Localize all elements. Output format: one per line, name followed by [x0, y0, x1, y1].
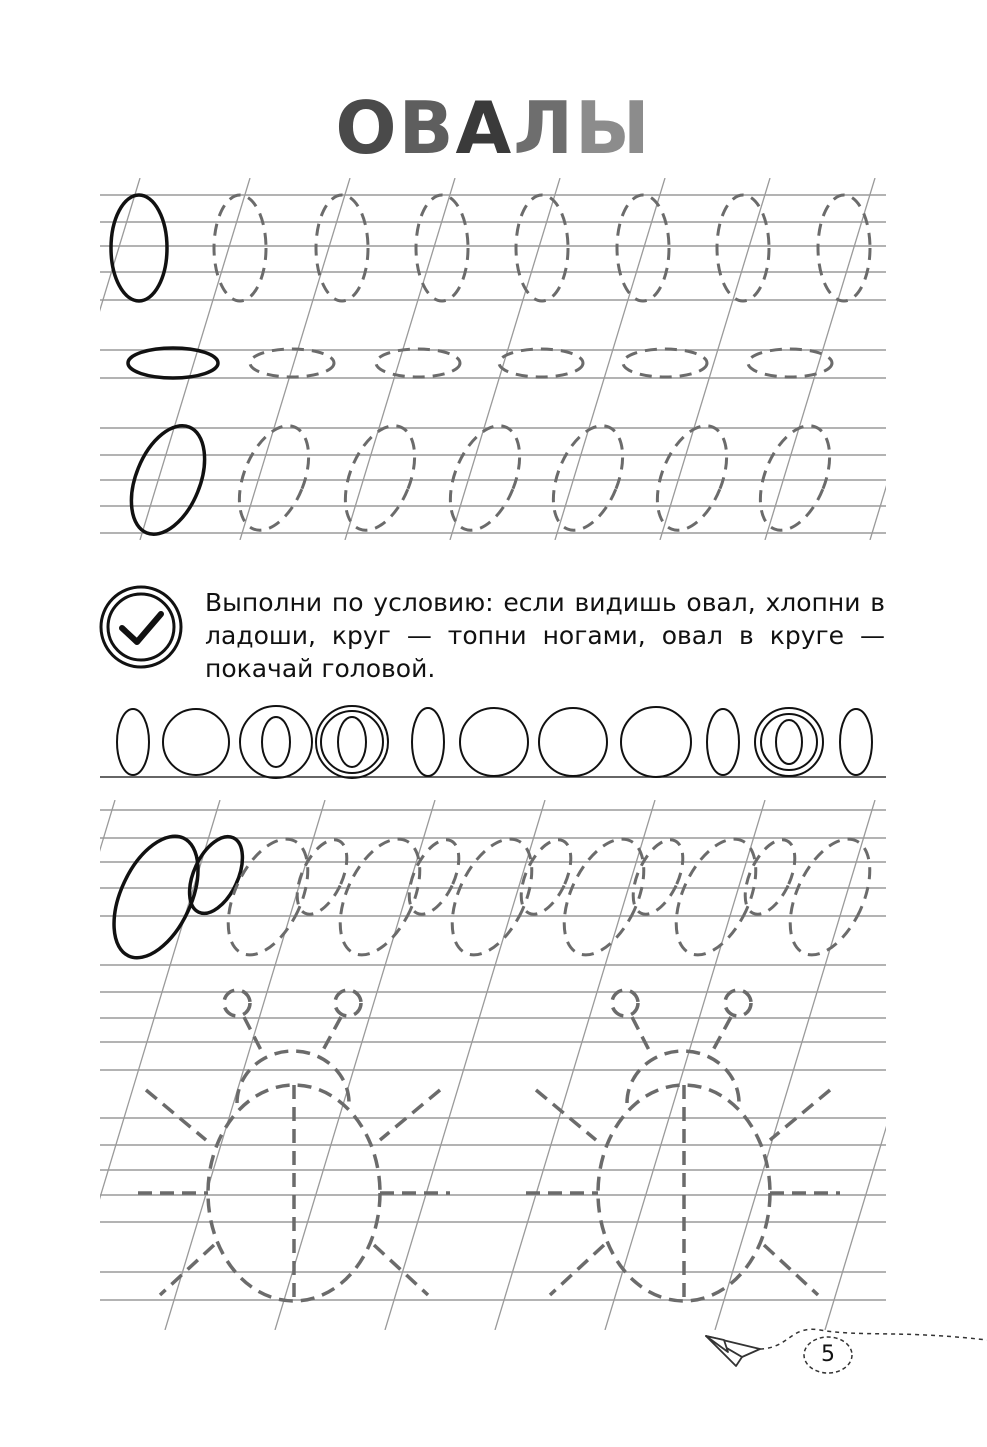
- title-letter: Л: [513, 86, 576, 170]
- trace-vertical-oval[interactable]: [416, 195, 468, 301]
- instruction-text: Выполни по условию: если видишь овал, хлопни в ладоши, круг — топни ногами, овал в круге — покачай головой.: [205, 588, 885, 683]
- paper-plane-icon: [706, 1336, 760, 1366]
- trace-horizontal-oval[interactable]: [250, 349, 334, 377]
- sequence-circle: [460, 708, 528, 776]
- page-number: 5: [821, 1342, 835, 1367]
- trace-slanted-oval[interactable]: [747, 416, 844, 540]
- trace-vertical-oval[interactable]: [617, 195, 669, 301]
- trace-horizontal-oval[interactable]: [499, 349, 583, 377]
- sequence-oval-in-circle: [316, 706, 388, 778]
- sequence-circle: [621, 707, 691, 777]
- sequence-oval: [412, 708, 444, 776]
- slant-lines-block-1: [30, 178, 980, 540]
- trace-slanted-oval[interactable]: [332, 416, 429, 540]
- horizontal-ovals-row: [128, 348, 832, 378]
- trace-slanted-oval[interactable]: [540, 416, 637, 540]
- antenna-tip-icon: [725, 990, 751, 1016]
- sequence-oval-in-circle: [755, 708, 823, 776]
- trace-vertical-oval[interactable]: [516, 195, 568, 301]
- sequence-oval: [840, 709, 872, 775]
- title-letter: Ы: [575, 86, 652, 170]
- trace-large-oval[interactable]: [548, 827, 660, 967]
- sequence-oval: [117, 709, 149, 775]
- sequence-circle: [163, 709, 229, 775]
- trace-large-oval[interactable]: [660, 827, 772, 967]
- slant-lines-block-2: [0, 800, 985, 1330]
- trace-vertical-oval[interactable]: [818, 195, 870, 301]
- trace-slanted-oval[interactable]: [226, 416, 323, 540]
- title-letter: О: [335, 86, 399, 170]
- trace-horizontal-oval[interactable]: [376, 349, 460, 377]
- sample-large-oval: [97, 823, 215, 970]
- shapes-sequence: [100, 706, 886, 778]
- sequence-oval-in-circle: [240, 706, 312, 778]
- ruled-lines-block-2: [100, 810, 886, 1300]
- antenna-tip-icon: [335, 990, 361, 1016]
- trace-large-oval[interactable]: [324, 827, 436, 967]
- trace-vertical-oval[interactable]: [717, 195, 769, 301]
- double-ovals-row: [97, 823, 886, 970]
- title-letter: В: [398, 86, 456, 170]
- sequence-oval: [707, 709, 739, 775]
- sample-horizontal-oval: [128, 348, 218, 378]
- trace-vertical-oval[interactable]: [316, 195, 368, 301]
- trace-large-oval[interactable]: [436, 827, 548, 967]
- sequence-circle: [539, 708, 607, 776]
- antenna-tip-icon: [224, 990, 250, 1016]
- vertical-ovals-row: [111, 195, 870, 301]
- title-letter: А: [455, 86, 514, 170]
- antenna-tip-icon: [612, 990, 638, 1016]
- flight-trail: [760, 1329, 987, 1349]
- checkmark-icon: [101, 587, 181, 667]
- trace-horizontal-oval[interactable]: [623, 349, 707, 377]
- trace-large-oval[interactable]: [774, 827, 886, 967]
- trace-slanted-oval[interactable]: [437, 416, 534, 540]
